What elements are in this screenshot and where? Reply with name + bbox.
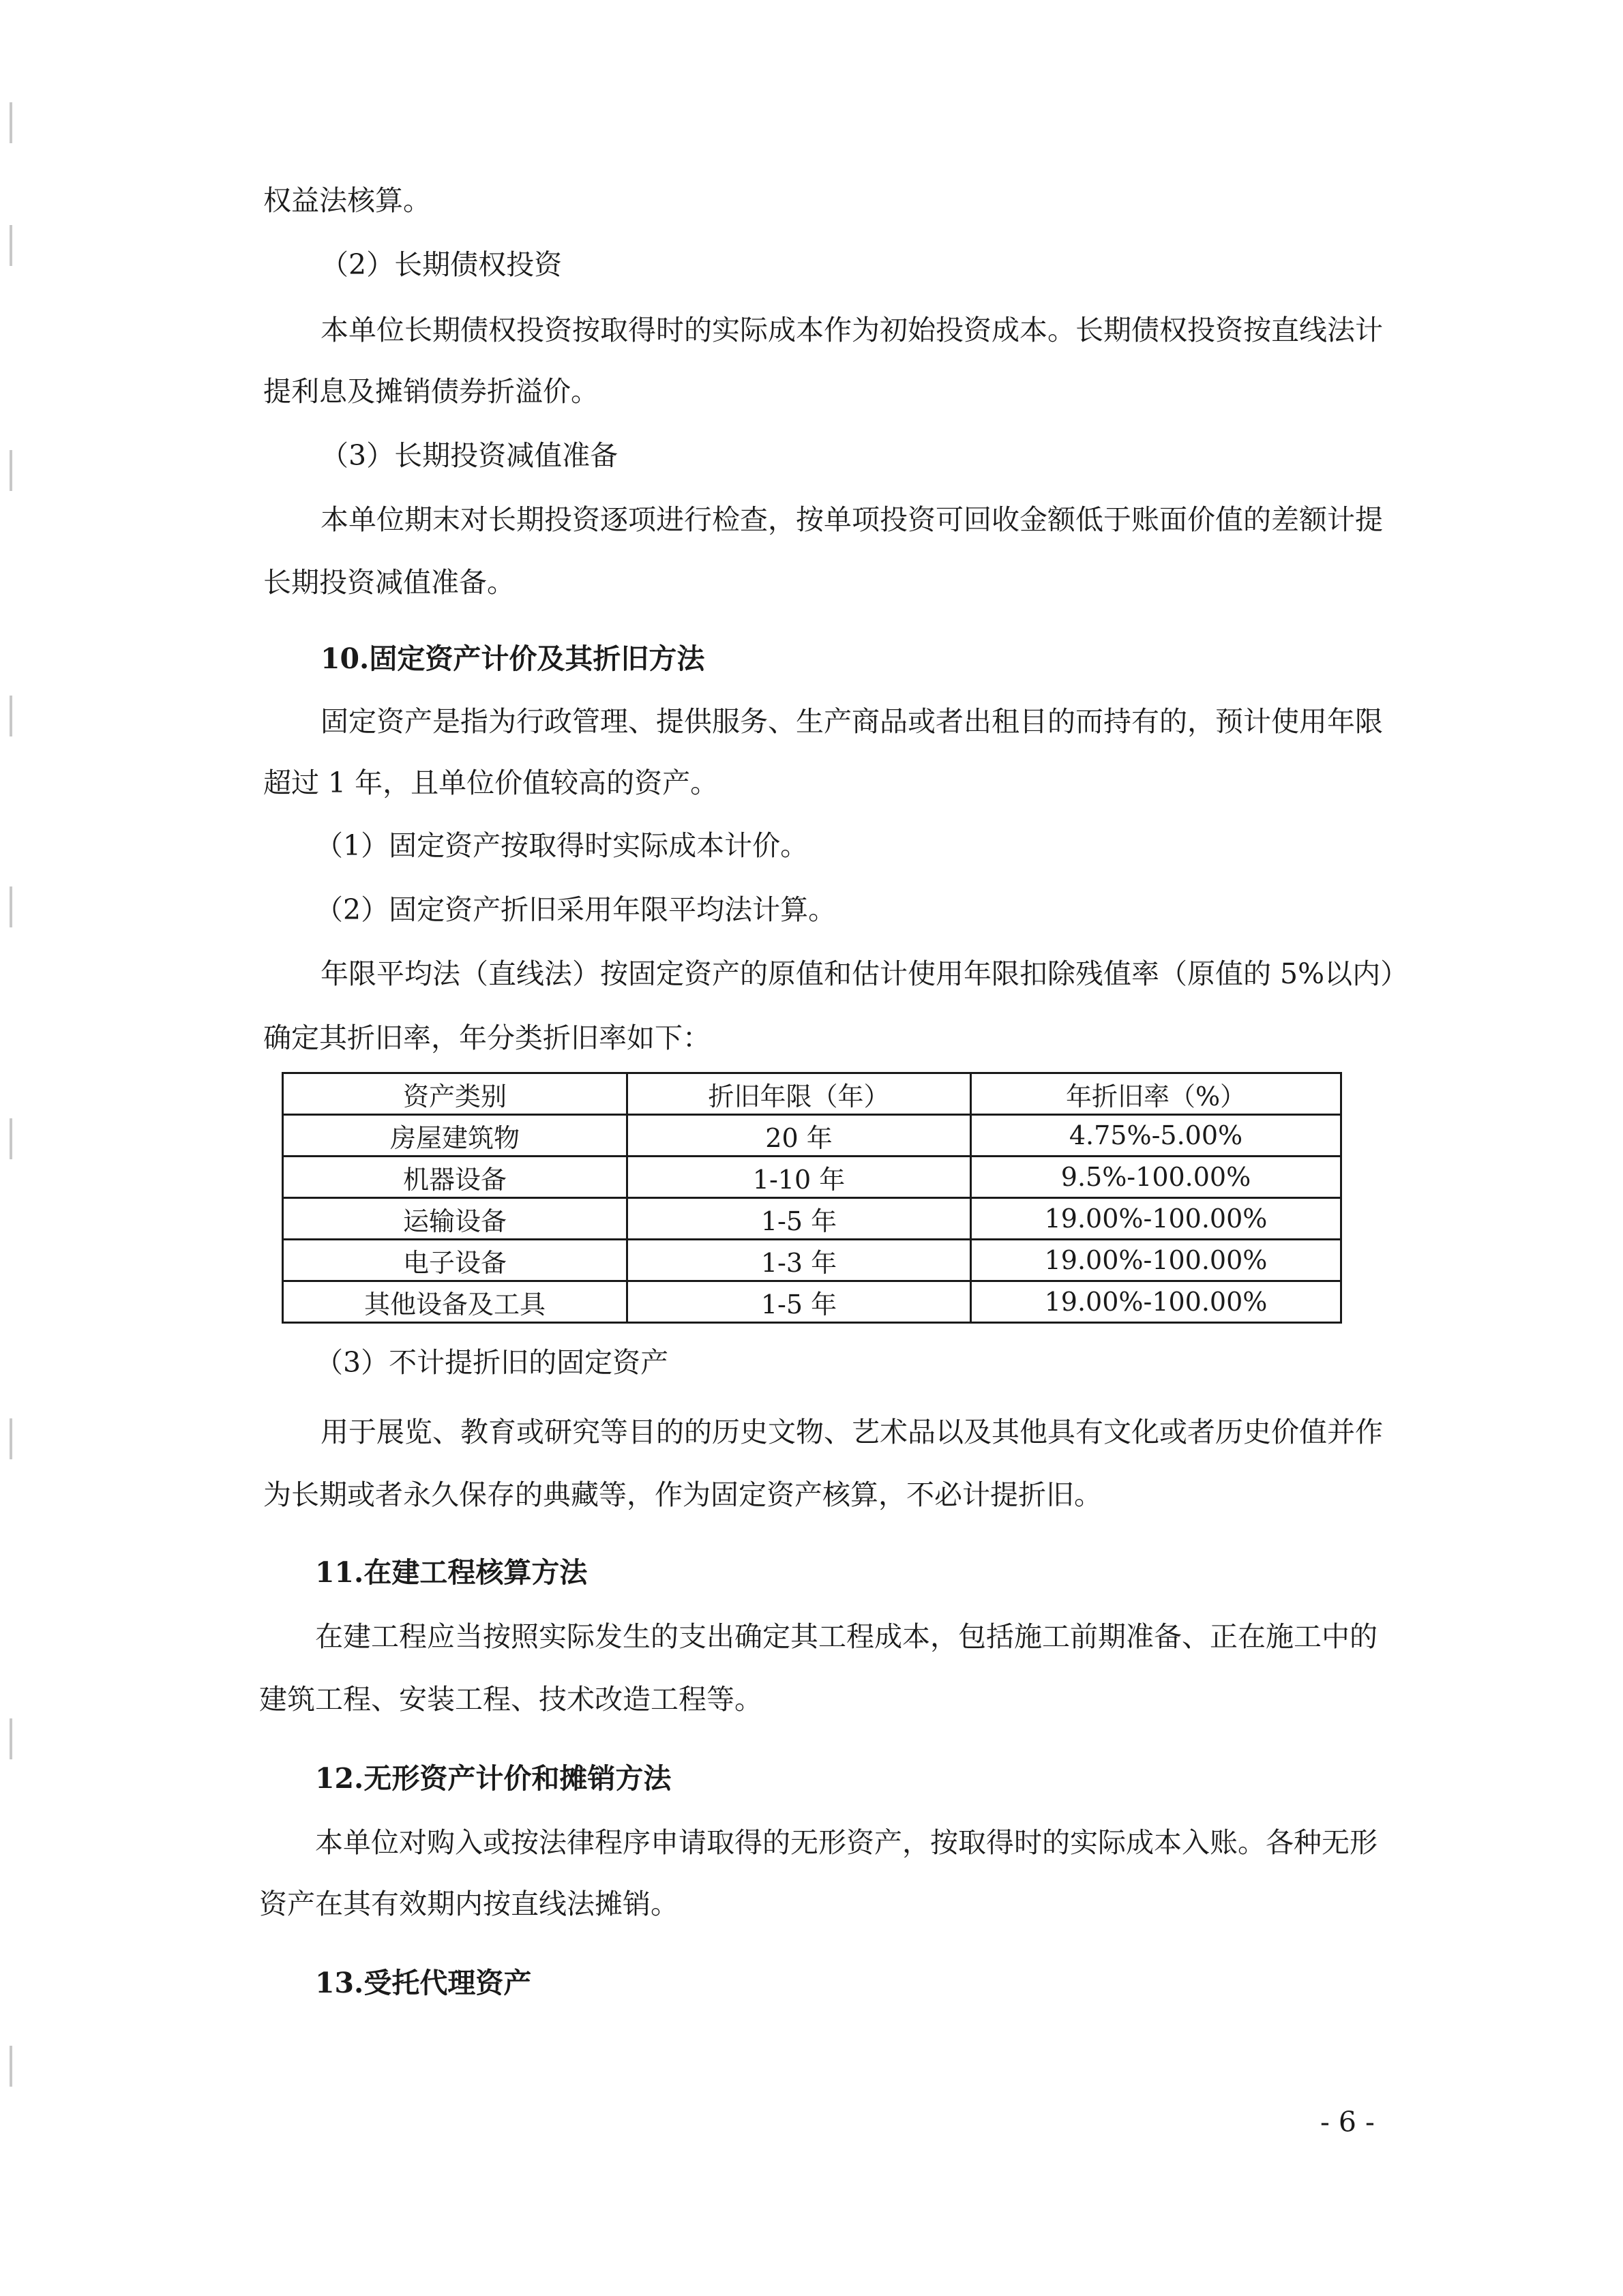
paragraph-line: （2）固定资产折旧采用年限平均法计算。 bbox=[315, 893, 837, 926]
paragraph-line: 超过 1 年，且单位价值较高的资产。 bbox=[263, 766, 719, 799]
table-row bbox=[283, 1198, 1341, 1240]
section-heading: 10.固定资产计价及其折旧方法 bbox=[321, 642, 705, 675]
paragraph-line: 权益法核算。 bbox=[263, 184, 431, 217]
paragraph-line: 资产在其有效期内按直线法摊销。 bbox=[259, 1888, 679, 1920]
scan-edge-mark bbox=[10, 1118, 12, 1159]
scan-edge-mark bbox=[10, 450, 12, 491]
section-heading: 13.受托代理资产 bbox=[315, 1967, 532, 1999]
table-row bbox=[283, 1157, 1341, 1198]
scan-edge-mark bbox=[10, 1418, 12, 1459]
table-row bbox=[283, 1240, 1341, 1281]
table-header-cell: 折旧年限（年） bbox=[627, 1073, 971, 1115]
table-cell: 1-5 年 bbox=[627, 1281, 971, 1323]
table-cell: 房屋建筑物 bbox=[283, 1115, 627, 1157]
paragraph-line: 长期投资减值准备。 bbox=[263, 566, 515, 599]
table-cell: 其他设备及工具 bbox=[283, 1281, 627, 1323]
paragraph-line: 确定其折旧率，年分类折旧率如下： bbox=[263, 1022, 711, 1054]
scan-edge-mark bbox=[10, 102, 12, 143]
scan-edge-mark bbox=[10, 2046, 12, 2087]
paragraph-line: 提利息及摊销债券折溢价。 bbox=[263, 375, 599, 408]
page-number: - 6 - bbox=[1320, 2106, 1375, 2138]
table-cell: 运输设备 bbox=[283, 1198, 627, 1240]
table-row bbox=[283, 1281, 1341, 1323]
section-heading: 12.无形资产计价和摊销方法 bbox=[315, 1762, 672, 1795]
paragraph-line: 固定资产是指为行政管理、提供服务、生产商品或者出租目的而持有的，预计使用年限 bbox=[321, 705, 1383, 738]
paragraph-line: 建筑工程、安装工程、技术改造工程等。 bbox=[259, 1683, 762, 1716]
table-cell: 19.00%-100.00% bbox=[971, 1198, 1341, 1240]
table-cell: 19.00%-100.00% bbox=[971, 1240, 1341, 1281]
paragraph-line: 用于展览、教育或研究等目的的历史文物、艺术品以及其他具有文化或者历史价值并作 bbox=[321, 1416, 1383, 1448]
scan-edge-mark bbox=[10, 696, 12, 736]
paragraph-line: （1）固定资产按取得时实际成本计价。 bbox=[315, 829, 809, 862]
table-header-row bbox=[283, 1073, 1341, 1115]
paragraph-line: 本单位期末对长期投资逐项进行检查，按单项投资可回收金额低于账面价值的差额计提 bbox=[321, 503, 1383, 536]
section-heading: 11.在建工程核算方法 bbox=[315, 1556, 588, 1589]
table-header-cell: 年折旧率（%） bbox=[971, 1073, 1341, 1115]
depreciation-table bbox=[282, 1072, 1342, 1324]
table-cell: 9.5%-100.00% bbox=[971, 1157, 1341, 1198]
paragraph-line: 为长期或者永久保存的典藏等，作为固定资产核算，不必计提折旧。 bbox=[263, 1478, 1102, 1511]
table-cell: 20 年 bbox=[627, 1115, 971, 1157]
paragraph-line: 本单位长期债权投资按取得时的实际成本作为初始投资成本。长期债权投资按直线法计 bbox=[321, 314, 1383, 346]
table-cell: 1-10 年 bbox=[627, 1157, 971, 1198]
paragraph-line: 本单位对购入或按法律程序申请取得的无形资产，按取得时的实际成本入账。各种无形 bbox=[315, 1826, 1378, 1859]
subsection-heading: （3）长期投资减值准备 bbox=[321, 439, 619, 472]
table-cell: 19.00%-100.00% bbox=[971, 1281, 1341, 1323]
table-cell: 4.75%-5.00% bbox=[971, 1115, 1341, 1157]
table-row bbox=[283, 1115, 1341, 1157]
paragraph-line: 年限平均法（直线法）按固定资产的原值和估计使用年限扣除残值率（原值的 5%以内） bbox=[321, 957, 1409, 990]
scan-edge-mark bbox=[10, 886, 12, 927]
table-cell: 1-5 年 bbox=[627, 1198, 971, 1240]
table-header-cell: 资产类别 bbox=[283, 1073, 627, 1115]
subsection-heading: （2）长期债权投资 bbox=[321, 248, 563, 281]
table-cell: 机器设备 bbox=[283, 1157, 627, 1198]
paragraph-line: 在建工程应当按照实际发生的支出确定其工程成本，包括施工前期准备、正在施工中的 bbox=[315, 1620, 1378, 1653]
table-cell: 电子设备 bbox=[283, 1240, 627, 1281]
table-cell: 1-3 年 bbox=[627, 1240, 971, 1281]
subsection-heading: （3）不计提折旧的固定资产 bbox=[315, 1346, 669, 1379]
scan-edge-mark bbox=[10, 225, 12, 266]
scan-edge-mark bbox=[10, 1718, 12, 1759]
